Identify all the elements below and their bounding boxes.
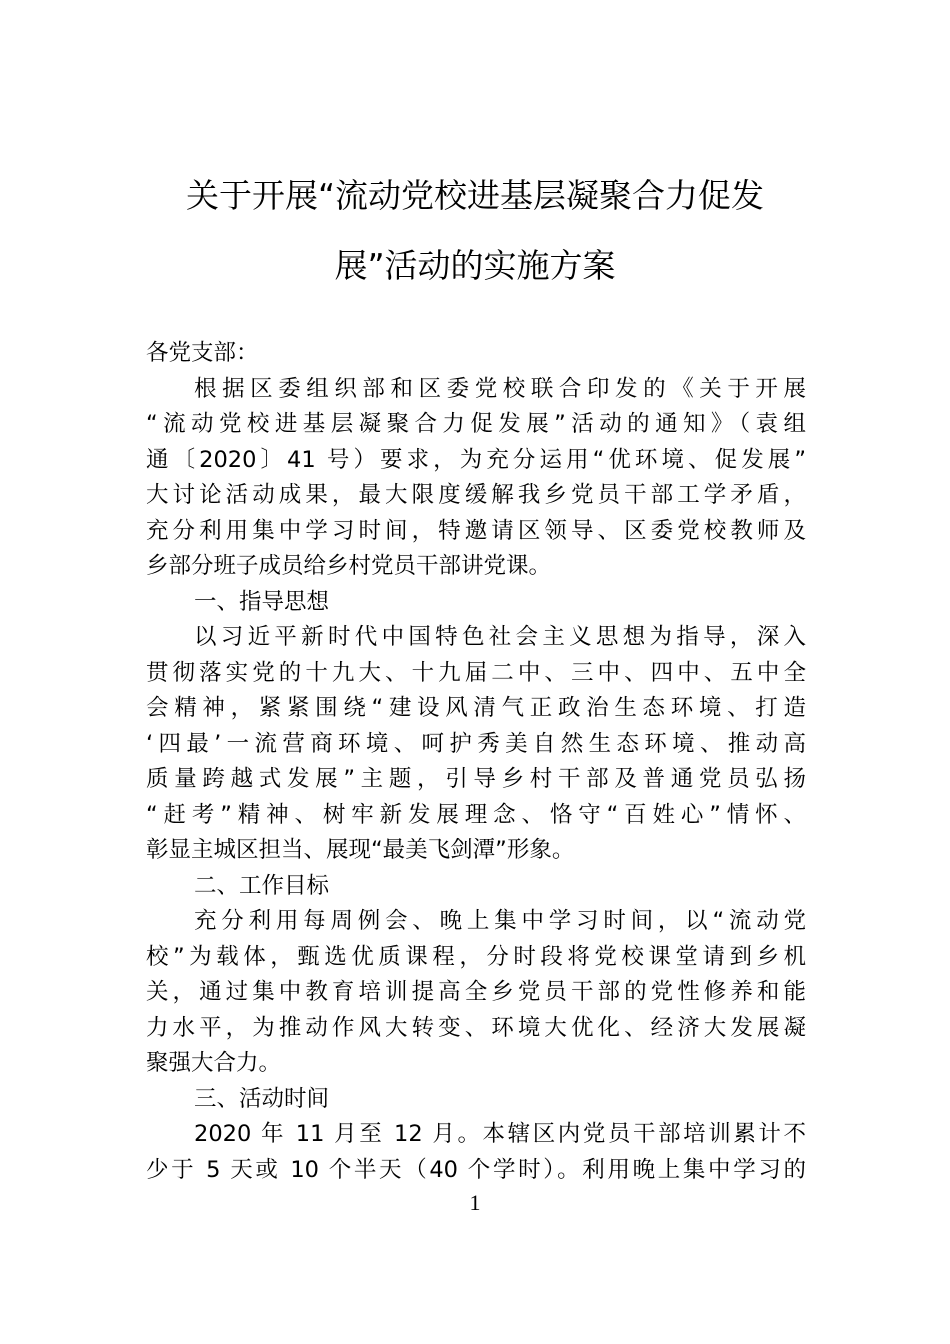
salutation: 各党支部： <box>146 340 259 366</box>
body-line: 通〔2020〕41 号）要求，为充分运用“优环境、促发展” <box>146 446 806 473</box>
body-line: 根据区委组织部和区委党校联合印发的《关于开展 <box>194 375 806 402</box>
body-line: 关，通过集中教育培训提高全乡党员干部的党性修养和能 <box>146 979 806 1005</box>
section-heading: 三、活动时间 <box>194 1085 330 1112</box>
body-line: 力水平，为推动作风大转变、环境大优化、经济大发展凝 <box>146 1014 806 1041</box>
body-line: 以习近平新时代中国特色社会主义思想为指导，深入 <box>194 624 806 650</box>
document-title-line-2: 展”活动的实施方案 <box>334 246 616 285</box>
body-line: 乡部分班子成员给乡村党员干部讲党课。 <box>146 553 552 579</box>
section-heading: 二、工作目标 <box>194 872 330 899</box>
body-line: 少于 5 天或 10 个半天（40 个学时）。利用晚上集中学习的 <box>146 1156 806 1183</box>
body-line: 彰显主城区担当、展现“最美飞剑潭”形象。 <box>146 837 575 863</box>
body-line: 质量跨越式发展”主题，引导乡村干部及普通党员弘扬 <box>146 766 806 792</box>
body-line: “流动党校进基层凝聚合力促发展”活动的通知》（袁组 <box>146 411 806 437</box>
document-body <box>146 336 806 1188</box>
document-title-line-1: 关于开展“流动党校进基层凝聚合力促发 <box>185 176 765 215</box>
body-line: 大讨论活动成果，最大限度缓解我乡党员干部工学矛盾， <box>146 482 806 508</box>
body-line: 贯彻落实党的十九大、十九届二中、三中、四中、五中全 <box>146 659 806 686</box>
body-line: 充分利用集中学习时间，特邀请区领导、区委党校教师及 <box>146 517 806 544</box>
body-line: 2020 年 11 月至 12 月。本辖区内党员干部培训累计不 <box>194 1121 806 1147</box>
body-line: “赶考”精神、树牢新发展理念、恪守“百姓心”情怀、 <box>146 801 806 828</box>
page-number: 1 <box>469 1190 481 1215</box>
body-line: 充分利用每周例会、晚上集中学习时间，以“流动党 <box>194 908 806 934</box>
section-heading: 一、指导思想 <box>194 588 330 615</box>
body-line: 校”为载体，甄选优质课程，分时段将党校课堂请到乡机 <box>146 943 806 970</box>
body-line: ‘四最’一流营商环境、呵护秀美自然生态环境、推动高 <box>146 730 806 757</box>
body-line: 聚强大合力。 <box>146 1050 282 1076</box>
body-line: 会精神，紧紧围绕“建设风清气正政治生态环境、打造 <box>146 695 806 721</box>
